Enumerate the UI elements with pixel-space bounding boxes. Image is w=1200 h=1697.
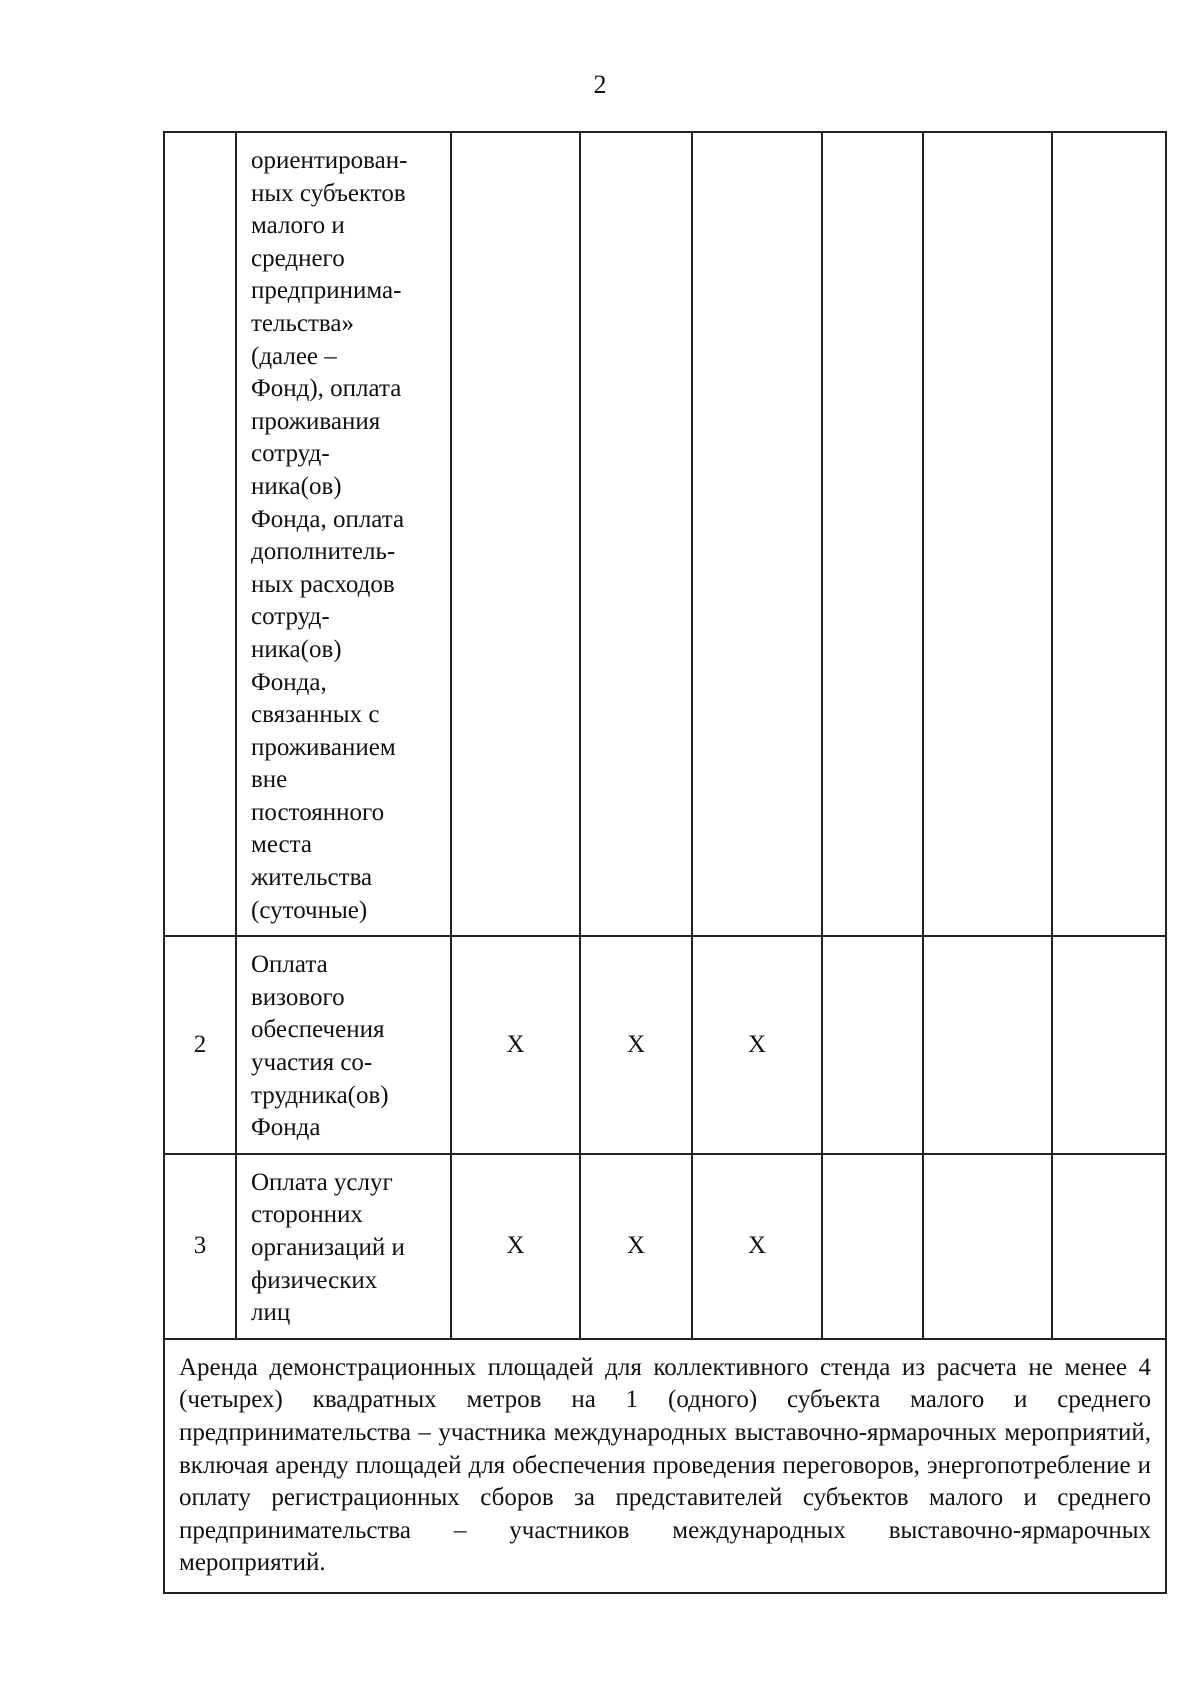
table-cell: Х [692,1154,822,1339]
table-cell [822,936,923,1154]
table-cell: Х [580,936,692,1154]
note-text: Аренда демонстрационных площадей для коллективного стенда из расчета не менее 4 (четырех) квадратных метров на 1 (одного) субъекта малого и среднего предпринимательства – участника международных выставочно-ярмарочных мероприятий, включая аренду площадей для обеспечения проведения переговоров, энергопотребление и оплату регистрационных сборов за представителей субъектов малого и среднего предпринимательства – участников международных выставочно-ярмарочных мероприятий. [164,1339,1166,1593]
row-number-cell: 3 [164,1154,236,1339]
table-cell: Х [580,1154,692,1339]
table-cell [1052,1154,1166,1339]
table-cell: Х [692,936,822,1154]
table-cell [580,132,692,936]
row-number-cell [164,132,236,936]
table-row [164,936,1166,1154]
table-cell: Х [451,1154,580,1339]
note-row [164,1339,1166,1593]
page-number: 2 [593,70,607,99]
table-row [164,1154,1166,1339]
row-description-cell: Оплата услуг сторонних организаций и физических лиц [236,1154,451,1339]
table-cell [923,936,1052,1154]
table-cell [923,132,1052,936]
row-description-cell: ориентирован- ных субъектов малого и среднего предпринима- тельства» (далее – Фонд), оплата проживания сотруд- ника(ов) Фонда, оплата дополнитель- ных расходов сотруд- ника(ов) Фонда, связанных с проживанием вне постоянного места жительства (суточные) [236,132,451,936]
table-cell [822,1154,923,1339]
table-cell [451,132,580,936]
table-cell [1052,132,1166,936]
table-cell [923,1154,1052,1339]
table-cell: Х [451,936,580,1154]
table-cell [822,132,923,936]
row-description-cell: Оплата визового обеспечения участия со- трудника(ов) Фонда [236,936,451,1154]
expenses-table [163,131,1167,1594]
table-cell [1052,936,1166,1154]
row-number-cell: 2 [164,936,236,1154]
table-row [164,132,1166,936]
table-cell [692,132,822,936]
